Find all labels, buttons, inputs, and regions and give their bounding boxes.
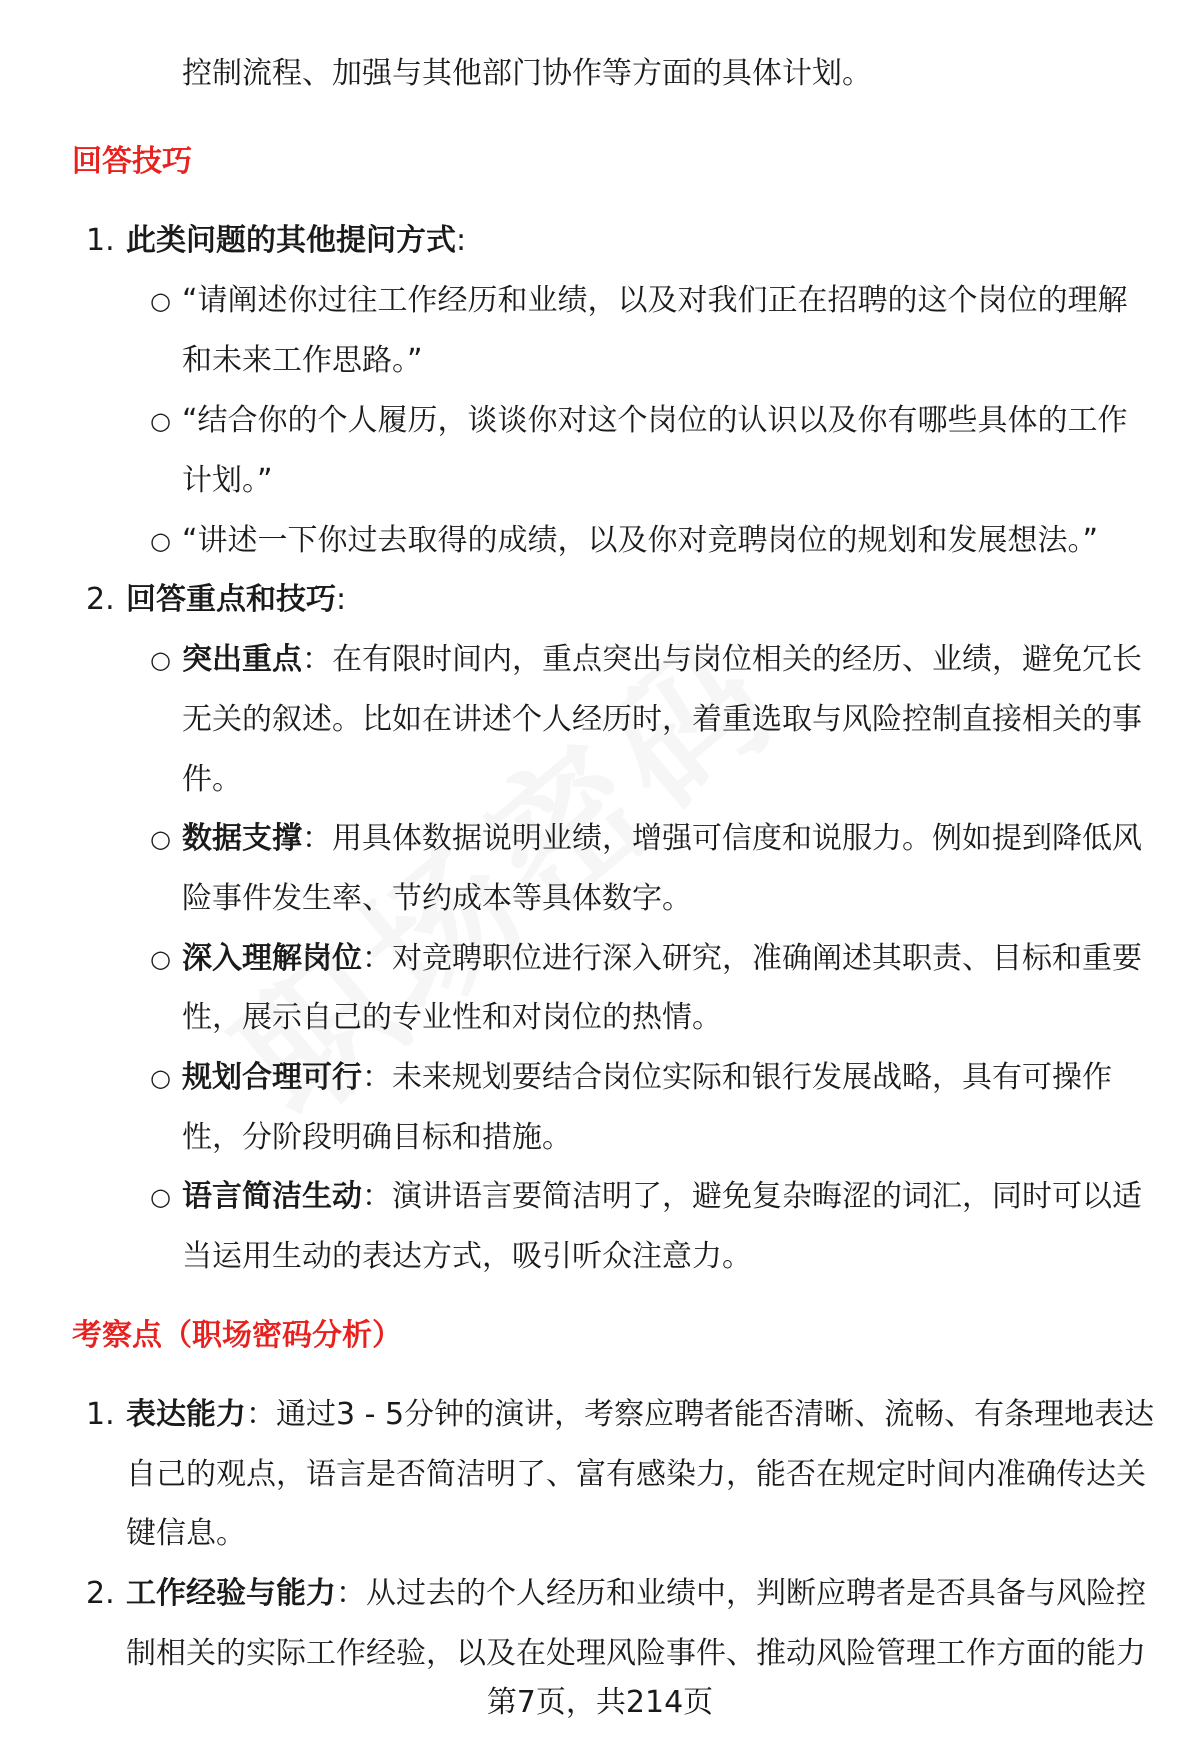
sub-item-line: 件。 <box>182 762 242 797</box>
sub-item-line: 无关的叙述。比如在讲述个人经历时，着重选取与风险控制直接相关的事 <box>182 702 1142 737</box>
list-item-title <box>126 221 466 261</box>
sub-item-line: 和未来工作思路。” <box>182 343 423 378</box>
list-item-colon: : <box>456 223 467 258</box>
bullet-icon: ○ <box>150 407 171 435</box>
sub-item-text: ：未来规划要结合岗位实际和银行发展战略，具有可操作 <box>362 1060 1112 1095</box>
list-item-title <box>126 580 346 620</box>
list-item-line: 键信息。 <box>126 1516 246 1551</box>
sub-item-line <box>182 939 1142 979</box>
list-item-colon: : <box>336 582 347 617</box>
sub-item-text: ：演讲语言要简洁明了，避免复杂晦涩的词汇，同时可以适 <box>362 1179 1142 1214</box>
sub-item-label: 规划合理可行 <box>182 1060 362 1095</box>
list-number: 1. <box>86 223 115 258</box>
bullet-icon: ○ <box>150 1064 171 1092</box>
list-item-line: 制相关的实际工作经验，以及在处理风险事件、推动风险管理工作方面的能力 <box>126 1636 1146 1671</box>
sub-item-line: 计划。” <box>182 463 273 498</box>
sub-item-line: 险事件发生率、节约成本等具体数字。 <box>182 881 692 916</box>
section-heading: 考察点（职场密码分析） <box>72 1318 402 1353</box>
sub-item-line: 性，展示自己的专业性和对岗位的热情。 <box>182 1000 722 1035</box>
sub-item-text: ：用具体数据说明业绩，增强可信度和说服力。例如提到降低风 <box>302 821 1142 856</box>
list-item-label: 表达能力 <box>126 1397 246 1432</box>
sub-item-label: 数据支撑 <box>182 821 302 856</box>
page-footer: 第7页，共214页 <box>486 1685 714 1720</box>
bullet-icon: ○ <box>150 825 171 853</box>
bullet-icon: ○ <box>150 945 171 973</box>
sub-item-label: 突出重点 <box>182 642 302 677</box>
sub-item-line <box>182 640 1142 680</box>
sub-item-line <box>182 1058 1112 1098</box>
sub-item-line: 性，分阶段明确目标和措施。 <box>182 1120 572 1155</box>
sub-item-line: “结合你的个人履历，谈谈你对这个岗位的认识以及你有哪些具体的工作 <box>182 403 1128 438</box>
list-number: 2. <box>86 1576 115 1611</box>
section-heading: 回答技巧 <box>72 144 192 179</box>
list-item-line <box>126 1395 1154 1435</box>
bullet-icon: ○ <box>150 527 171 555</box>
list-item-label: 回答重点和技巧 <box>126 582 336 617</box>
sub-item-label: 语言简洁生动 <box>182 1179 362 1214</box>
sub-item-line: “请阐述你过往工作经历和业绩，以及对我们正在招聘的这个岗位的理解 <box>182 283 1128 318</box>
sub-item-line: “讲述一下你过去取得的成绩，以及你对竞聘岗位的规划和发展想法。” <box>182 523 1099 558</box>
bullet-icon: ○ <box>150 1183 171 1211</box>
sub-item-label: 深入理解岗位 <box>182 941 362 976</box>
bullet-icon: ○ <box>150 646 171 674</box>
sub-item-line: 当运用生动的表达方式，吸引听众注意力。 <box>182 1239 752 1274</box>
sub-item-text: ：对竞聘职位进行深入研究，准确阐述其职责、目标和重要 <box>362 941 1142 976</box>
list-number: 1. <box>86 1397 115 1432</box>
sub-item-text: ：在有限时间内，重点突出与岗位相关的经历、业绩，避免冗长 <box>302 642 1142 677</box>
list-item-text: ：通过3 - 5分钟的演讲，考察应聘者能否清晰、流畅、有条理地表达 <box>246 1397 1155 1432</box>
list-item-line: 自己的观点，语言是否简洁明了、富有感染力，能否在规定时间内准确传达关 <box>126 1457 1146 1492</box>
list-item-label: 工作经验与能力 <box>126 1576 336 1611</box>
list-number: 2. <box>86 582 115 617</box>
sub-item-line <box>182 1177 1142 1217</box>
list-item-label: 此类问题的其他提问方式 <box>126 223 456 258</box>
bullet-icon: ○ <box>150 287 171 315</box>
list-item-line <box>126 1574 1146 1614</box>
list-item-text: ：从过去的个人经历和业绩中，判断应聘者是否具备与风险控 <box>336 1576 1146 1611</box>
sub-item-line <box>182 819 1142 859</box>
paragraph-line: 控制流程、加强与其他部门协作等方面的具体计划。 <box>182 56 872 91</box>
